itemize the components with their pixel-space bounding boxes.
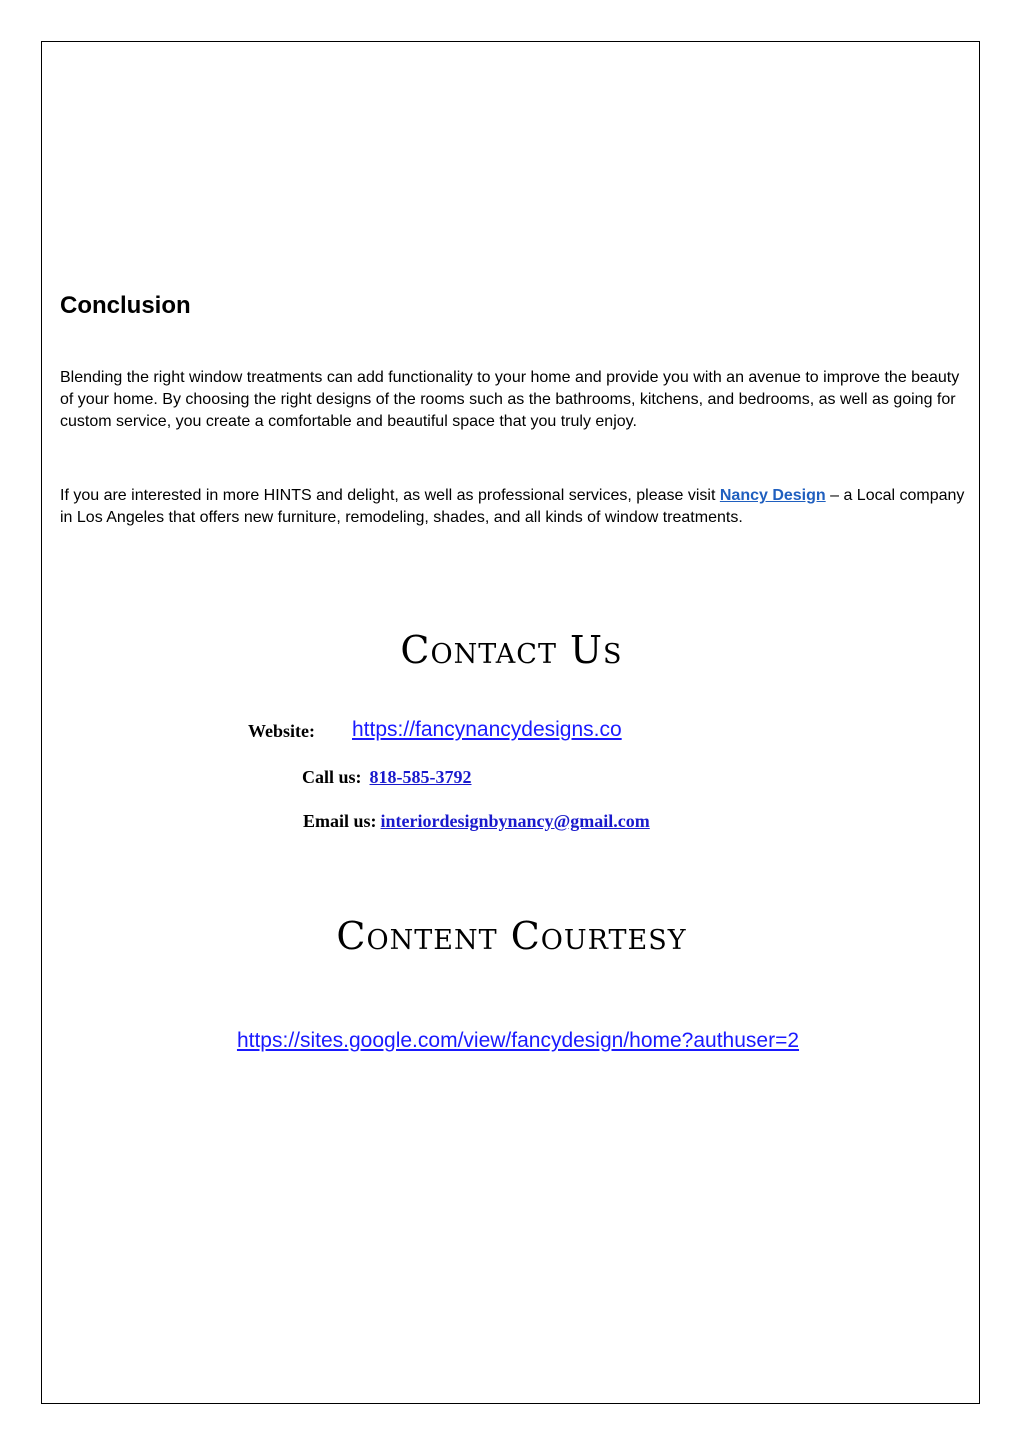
- website-label: Website:: [248, 721, 315, 741]
- email-us-label: Email us:: [303, 811, 377, 831]
- conclusion-heading: Conclusion: [60, 292, 191, 319]
- courtesy-source-link[interactable]: https://sites.google.com/view/fancydesign/home?authuser=2: [236, 1029, 800, 1052]
- conclusion-paragraph-2: [60, 485, 975, 529]
- content-courtesy-heading: Content Courtesy: [336, 914, 687, 958]
- call-us-label: Call us:: [302, 767, 362, 787]
- call-us-row: [302, 767, 472, 788]
- nancy-design-link[interactable]: Nancy Design: [719, 487, 826, 504]
- website-link[interactable]: https://fancynancydesigns.co: [352, 718, 622, 741]
- conclusion-paragraph-1: Blending the right window treatments can add functionality to your home and provide you with an avenue to improve the beauty of your home. By choosing the right designs of the rooms such as the bathrooms, kitchens, and bedrooms, as well as going for custom service, you create a comfortable and beautiful space that you truly enjoy.: [60, 369, 960, 430]
- email-link[interactable]: interiordesignbynancy@gmail.com: [380, 811, 650, 831]
- email-us-row: [303, 811, 650, 832]
- paragraph-2-intro: If you are interested in more HINTS and delight, as well as professional services, please visit: [60, 487, 720, 504]
- contact-us-heading: Contact Us: [400, 628, 623, 672]
- paragraph-2-outro: – a Local company in Los Angeles that offers new furniture, remodeling, shades, and all kinds of window treatments.: [60, 487, 965, 526]
- phone-link[interactable]: 818-585-3792: [369, 767, 472, 787]
